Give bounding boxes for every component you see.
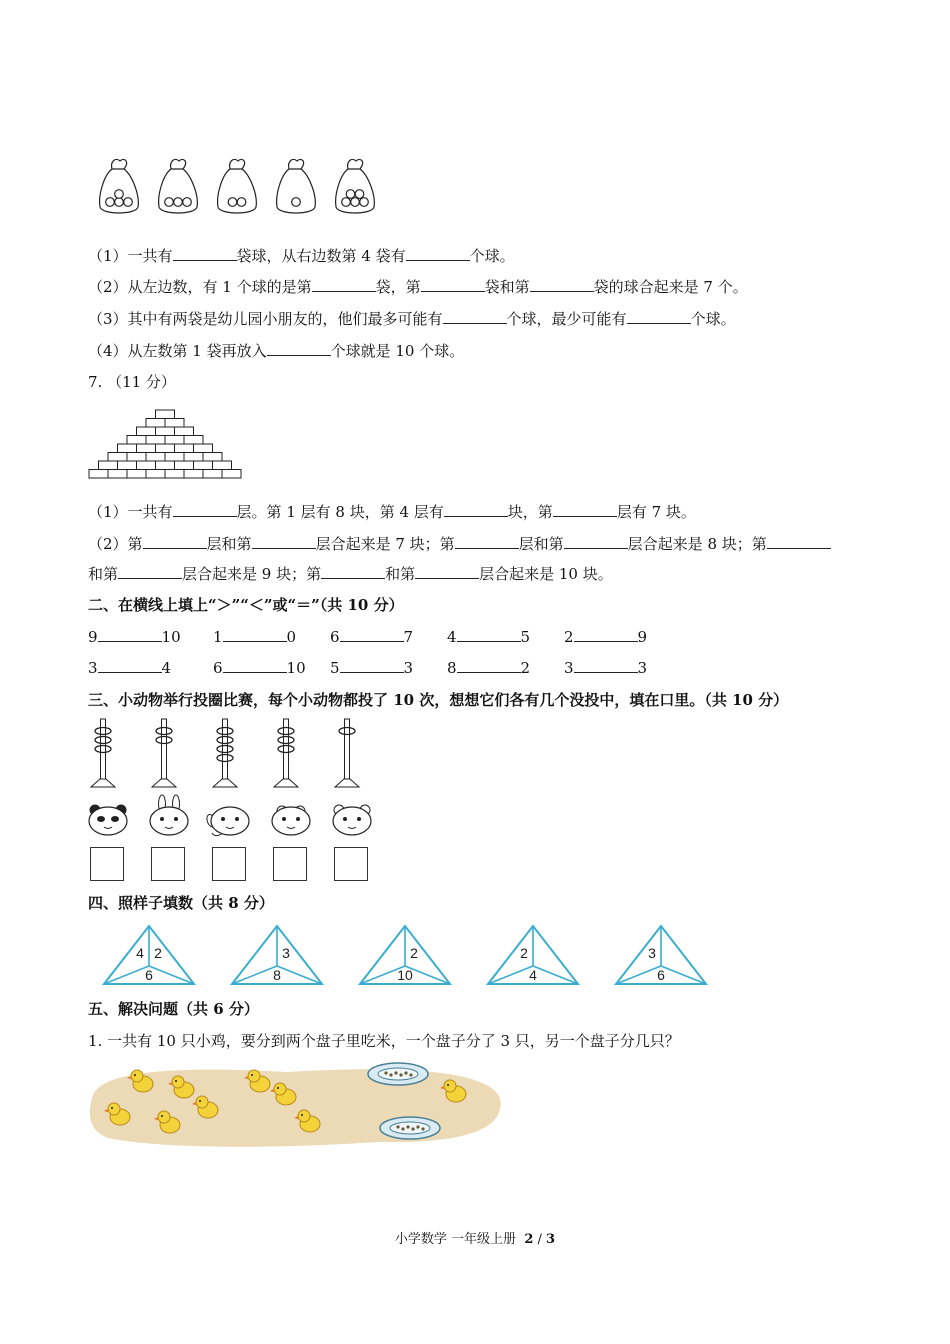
section-5-title: 五、解决问题（共 6 分） [88, 1000, 259, 1018]
compare-left-number: 2 [564, 628, 574, 646]
answer-blank[interactable] [267, 341, 331, 356]
triangle-right-number: 2 [154, 945, 162, 961]
ball-bag-icon [100, 159, 139, 213]
answer-box[interactable] [151, 847, 185, 881]
q7-line-2: （2）第 层和第 层合起来是 7 块；第 层和第 层合起来是 8 块；第 [88, 534, 831, 554]
compare-left-number: 4 [447, 628, 457, 646]
brick [146, 436, 165, 445]
ring-pole-icon [152, 719, 176, 787]
brick [118, 444, 137, 453]
footer-sep: / [537, 1232, 542, 1247]
ring-pole-icon [335, 719, 359, 787]
ball-icon [174, 198, 183, 207]
compare-right-number: 2 [520, 659, 531, 677]
answer-blank[interactable] [444, 502, 508, 517]
footer-page: 2 [524, 1232, 534, 1247]
answer-blank[interactable] [443, 309, 507, 324]
problem-1-text: 1. 一共有 10 只小鸡，要分到两个盘子里吃米，一个盘子分了 3 只，另一个盘子分几只？ [88, 1032, 680, 1050]
brick [175, 461, 194, 470]
compare-left-number: 9 [88, 628, 98, 646]
page-footer [0, 1228, 950, 1247]
compare-blank[interactable] [457, 658, 521, 673]
compare-blank[interactable] [98, 627, 162, 642]
brick [222, 470, 241, 479]
q7-line-3: 和第 层合起来是 9 块；第 和第 层合起来是 10 块。 [88, 565, 613, 583]
compare-right-number: 3 [637, 659, 648, 677]
compare-left-number: 5 [330, 659, 340, 677]
ball-icon [115, 198, 124, 207]
answer-box[interactable] [212, 847, 246, 881]
compare-left-number: 3 [564, 659, 574, 677]
ball-icon [292, 198, 301, 207]
triangle-puzzle [230, 924, 324, 988]
ball-icon [360, 198, 369, 207]
ball-bag-icon [159, 159, 198, 213]
answer-blank[interactable] [143, 534, 207, 549]
triangle-right-number: 2 [410, 945, 418, 961]
brick [184, 470, 203, 479]
section-4-title: 四、照样子填数（共 8 分） [88, 894, 274, 912]
answer-blank[interactable] [406, 246, 470, 261]
answer-blank[interactable] [118, 564, 182, 579]
ball-icon [355, 190, 364, 199]
compare-blank[interactable] [340, 627, 404, 642]
compare-right-number: 9 [637, 628, 648, 646]
bags-question-2: （2）从左边数，有 1 个球的是第 袋，第 袋和第 袋的球合起来是 7 个。 [88, 278, 748, 296]
answer-box[interactable] [334, 847, 368, 881]
compare-item [447, 627, 530, 646]
brick [175, 427, 194, 436]
brick [165, 436, 184, 445]
q7-line-1: （1）一共有 层。第 1 层有 8 块，第 4 层有 块，第 层有 7 块。 [88, 503, 696, 521]
brick [203, 470, 222, 479]
brick [156, 461, 175, 470]
compare-item [564, 658, 647, 677]
chicks-and-plates-illustration [88, 1058, 508, 1153]
brick [137, 427, 156, 436]
compare-item [88, 658, 171, 677]
brick [194, 444, 213, 453]
rabbit-icon [150, 795, 188, 835]
plate-icon [380, 1117, 440, 1139]
footer-total: 3 [546, 1232, 556, 1247]
ball-icon [115, 190, 124, 199]
compare-blank[interactable] [340, 658, 404, 673]
ball-icon [346, 190, 355, 199]
triangle-puzzle [102, 924, 196, 988]
brick [89, 470, 108, 479]
answer-blank[interactable] [767, 534, 831, 549]
compare-blank[interactable] [223, 658, 287, 673]
compare-blank[interactable] [223, 627, 287, 642]
brick [146, 419, 165, 428]
compare-item [330, 627, 413, 646]
triangle-puzzle [358, 924, 452, 988]
compare-item [213, 658, 306, 677]
brick [165, 419, 184, 428]
footer-subject: 小学数学 一年级上册 [394, 1232, 517, 1247]
triangle-left-number: 4 [136, 945, 144, 961]
brick [165, 453, 184, 462]
brick [213, 461, 232, 470]
ball-icon [351, 198, 360, 207]
answer-blank[interactable] [455, 534, 519, 549]
compare-left-number: 6 [330, 628, 340, 646]
answer-box[interactable] [273, 847, 307, 881]
compare-right-number: 7 [403, 628, 414, 646]
ball-bag-icon [336, 159, 375, 213]
compare-blank[interactable] [98, 658, 162, 673]
brick [127, 453, 146, 462]
answer-blank[interactable] [530, 277, 594, 292]
triangle-bottom-number: 10 [397, 967, 413, 983]
answer-blank[interactable] [312, 277, 376, 292]
section-2-title: 二、在横线上填上“＞”“＜”或“＝”（共 10 分） [88, 596, 404, 614]
elephant-icon [207, 807, 249, 836]
answer-blank[interactable] [421, 277, 485, 292]
brick [127, 470, 146, 479]
brick [184, 453, 203, 462]
brick [108, 453, 127, 462]
triangle-bottom-number: 6 [657, 967, 665, 983]
compare-item [213, 627, 296, 646]
brick [184, 436, 203, 445]
brick [156, 444, 175, 453]
triangle-left-number: 3 [648, 945, 656, 961]
brick [165, 470, 184, 479]
ball-icon [183, 198, 192, 207]
ball-bag-icon [277, 159, 316, 213]
triangle-puzzle [486, 924, 580, 988]
answer-blank[interactable] [564, 534, 628, 549]
compare-item [564, 627, 647, 646]
brick [127, 436, 146, 445]
triangle-puzzle [614, 924, 708, 988]
triangle-bottom-number: 4 [529, 967, 537, 983]
compare-right-number: 10 [286, 659, 306, 677]
bear-icon [333, 805, 371, 835]
section-3-title: 三、小动物举行投圈比赛，每个小动物都投了 10 次，想想它们各有几个没投中，填在口里。（共 10 分） [88, 691, 789, 709]
triangle-bottom-number: 6 [145, 967, 153, 983]
ring-pole-icon [213, 719, 237, 787]
answer-blank[interactable] [173, 246, 237, 261]
ball-icon [237, 198, 246, 207]
compare-left-number: 1 [213, 628, 223, 646]
compare-left-number: 8 [447, 659, 457, 677]
compare-right-number: 4 [161, 659, 172, 677]
ball-icon [124, 198, 133, 207]
compare-blank[interactable] [574, 658, 638, 673]
plate-icon [368, 1063, 428, 1085]
ball-icon [106, 198, 115, 207]
compare-blank[interactable] [457, 627, 521, 642]
answer-blank[interactable] [627, 309, 691, 324]
frog-icon [272, 806, 310, 835]
ball-icon [165, 198, 174, 207]
compare-right-number: 10 [161, 628, 181, 646]
brick [156, 410, 175, 419]
ball-bags-illustration [88, 155, 388, 225]
question-7-title: 7. （11 分） [88, 373, 176, 391]
ring-pole-icon [274, 719, 298, 787]
brick [146, 453, 165, 462]
brick-pyramid [88, 410, 248, 482]
compare-item [447, 658, 530, 677]
answer-box[interactable] [90, 847, 124, 881]
brick [108, 470, 127, 479]
ball-bag-icon [218, 159, 257, 213]
bags-question-4: （4）从左数第 1 袋再放入 个球就是 10 个球。 [88, 342, 465, 360]
ball-icon [342, 198, 351, 207]
answer-blank[interactable] [173, 502, 237, 517]
brick [203, 453, 222, 462]
brick [175, 444, 194, 453]
answer-blank[interactable] [415, 564, 479, 579]
brick [146, 470, 165, 479]
ball-icon [228, 198, 237, 207]
brick [99, 461, 118, 470]
triangle-left-number: 2 [520, 945, 528, 961]
compare-left-number: 3 [88, 659, 98, 677]
brick [137, 444, 156, 453]
compare-blank[interactable] [574, 627, 638, 642]
compare-right-number: 5 [520, 628, 531, 646]
bags-question-3: （3）其中有两袋是幼儿园小朋友的，他们最多可能有 个球，最少可能有 个球。 [88, 310, 736, 328]
compare-item [330, 658, 413, 677]
answer-blank[interactable] [321, 564, 385, 579]
compare-right-number: 3 [403, 659, 414, 677]
brick [194, 461, 213, 470]
compare-right-number: 0 [286, 628, 297, 646]
panda-icon [89, 805, 127, 835]
triangle-bottom-number: 8 [273, 967, 281, 983]
answer-blank[interactable] [252, 534, 316, 549]
brick [156, 427, 175, 436]
answer-blank[interactable] [553, 502, 617, 517]
compare-left-number: 6 [213, 659, 223, 677]
bags-question-1: （1）一共有 袋球，从右边数第 4 袋有 个球。 [88, 247, 515, 265]
triangle-right-number: 3 [282, 945, 290, 961]
brick [118, 461, 137, 470]
ring-pole-icon [91, 719, 115, 787]
animal-faces [88, 797, 388, 842]
compare-item [88, 627, 181, 646]
brick [137, 461, 156, 470]
ring-toss-poles [88, 713, 388, 793]
